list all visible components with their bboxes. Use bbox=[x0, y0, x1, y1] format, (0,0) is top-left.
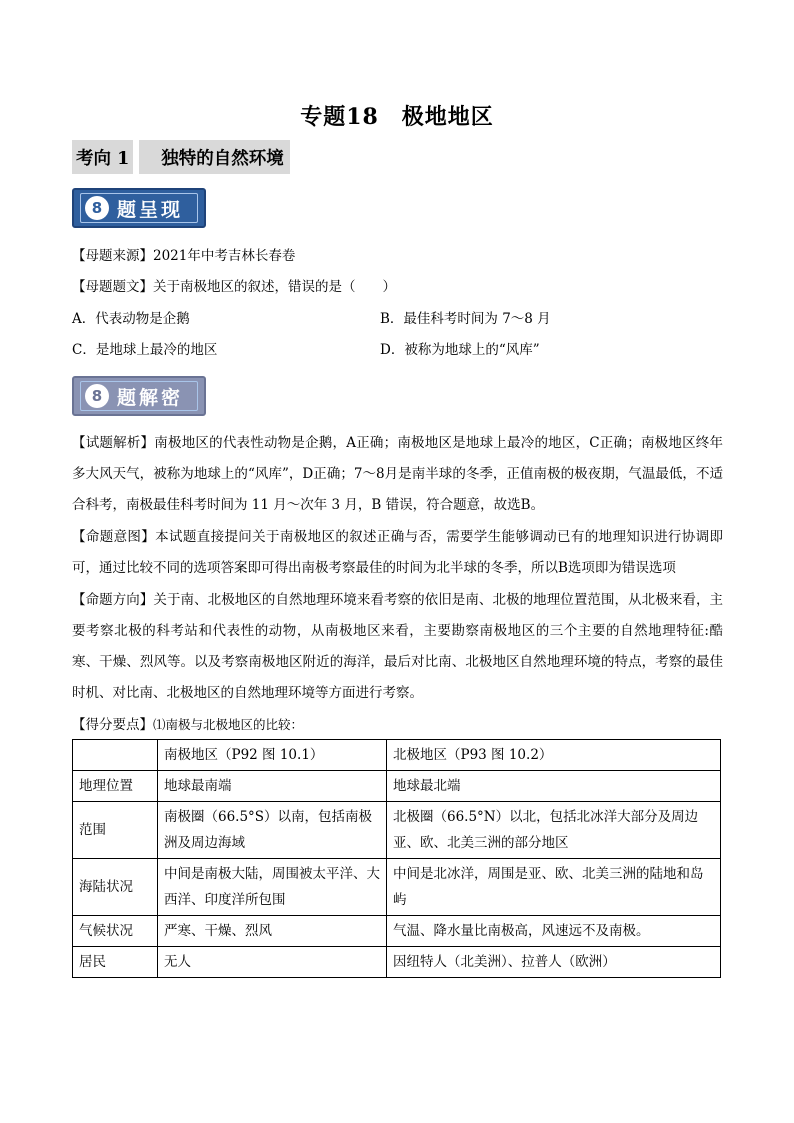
table-cell: 中间是北冰洋，周围是亚、欧、北美三洲的陆地和岛屿 bbox=[387, 859, 721, 916]
direction-paragraph bbox=[72, 585, 723, 709]
question-present-badge bbox=[72, 188, 206, 228]
option-b: B．最佳科考时间为 7～8 月 bbox=[380, 311, 551, 327]
comparison-table bbox=[72, 739, 721, 978]
analysis-text: 南极地区的代表性动物是企鹅，A正确；南极地区是地球上最冷的地区，C正确；南极地区终年多大风天气，被称为地球上的“风库”，D正确；7～8月是南半球的冬季，正值南极的极夜期，气温最低，不适合科考，南极最佳科考时间为 11 月～次年 3 月，B 错误，符合题意，故选B。 bbox=[72, 435, 724, 513]
table-cell: 严寒、干燥、烈风 bbox=[158, 916, 387, 947]
table-row bbox=[73, 947, 721, 978]
table-cell: 地球最北端 bbox=[387, 771, 721, 802]
table-header-row bbox=[73, 740, 721, 771]
table-cell: 海陆状况 bbox=[73, 859, 158, 916]
table-cell: 中间是南极大陆，周围被太平洋、大西洋、印度洋所包围 bbox=[158, 859, 387, 916]
table-cell: 南极圈（66.5°S）以南，包括南极洲及周边海域 bbox=[158, 802, 387, 859]
source-text: 2021年中考吉林长春卷 bbox=[153, 248, 296, 264]
table-cell: 范围 bbox=[73, 802, 158, 859]
intent-tag: 【命题意图】 bbox=[72, 529, 156, 545]
intent-text: 本试题直接提问关于南极地区的叙述正确与否，需要学生能够调动已有的地理知识进行协调即可，通过比较不同的选项答案即可得出南极考察最佳的时间为北半球的冬季，所以B选项即为错误选项 bbox=[72, 529, 724, 576]
option-d: D．被称为地球上的“风库” bbox=[380, 342, 540, 358]
table-cell: 无人 bbox=[158, 947, 387, 978]
table-cell: 居民 bbox=[73, 947, 158, 978]
question-tag: 【母题题文】 bbox=[72, 279, 153, 295]
table-cell: 北极圈（66.5°N）以北，包括北冰洋大部分及周边亚、欧、北美三洲的部分地区 bbox=[387, 802, 721, 859]
source-line bbox=[72, 246, 295, 266]
points-text: ⑴南极与北极地区的比较： bbox=[153, 717, 304, 732]
section-name: 独特的自然环境 bbox=[139, 140, 290, 174]
number-8-icon: 8 bbox=[85, 384, 109, 408]
option-a: A．代表动物是企鹅 bbox=[72, 311, 190, 327]
source-tag: 【母题来源】 bbox=[72, 248, 153, 264]
badge-label: 题解密 bbox=[117, 386, 184, 409]
points-line bbox=[72, 715, 303, 735]
question-solve-badge bbox=[72, 376, 206, 416]
table-row bbox=[73, 859, 721, 916]
number-8-icon: 8 bbox=[85, 196, 109, 220]
table-header-cell: 北极地区（P93 图 10.2） bbox=[387, 740, 721, 771]
table-header-cell: 南极地区（P92 图 10.1） bbox=[158, 740, 387, 771]
table-row bbox=[73, 771, 721, 802]
table-cell: 因纽特人（北美洲）、拉普人（欧洲） bbox=[387, 947, 721, 978]
table-cell: 气温、降水量比南极高，风速远不及南极。 bbox=[387, 916, 721, 947]
badge-label: 题呈现 bbox=[117, 198, 184, 221]
points-tag: 【得分要点】 bbox=[72, 717, 153, 733]
table-row bbox=[73, 802, 721, 859]
question-line bbox=[72, 277, 396, 297]
table-cell: 气候状况 bbox=[73, 916, 158, 947]
section-heading bbox=[72, 140, 290, 174]
direction-tag: 【命题方向】 bbox=[72, 592, 154, 608]
section-number: 考向 1 bbox=[72, 140, 133, 174]
analysis-paragraph bbox=[72, 428, 723, 521]
table-cell: 地理位置 bbox=[73, 771, 158, 802]
table-cell: 地球最南端 bbox=[158, 771, 387, 802]
direction-text: 关于南、北极地区的自然地理环境来看考察的依旧是南、北极的地理位置范围，从北极来看，主要考察北极的科考站和代表性的动物，从南极地区来看，主要勘察南极地区的三个主要的自然地理特征:酷寒、干燥、烈风等。以及考察南极地区附近的海洋，最后对比南、北极地区自然地理环境的特点，考察的最佳时机、对比南、北极地区的自然地理环境等方面进行考察。 bbox=[72, 592, 724, 701]
table-row bbox=[73, 916, 721, 947]
page-title: 专题18 极地地区 bbox=[300, 104, 494, 130]
intent-paragraph bbox=[72, 522, 723, 584]
table-header-cell bbox=[73, 740, 158, 771]
analysis-tag: 【试题解析】 bbox=[72, 435, 155, 451]
option-c: C．是地球上最冷的地区 bbox=[72, 342, 218, 358]
question-text: 关于南极地区的叙述，错误的是（ ） bbox=[153, 279, 396, 295]
